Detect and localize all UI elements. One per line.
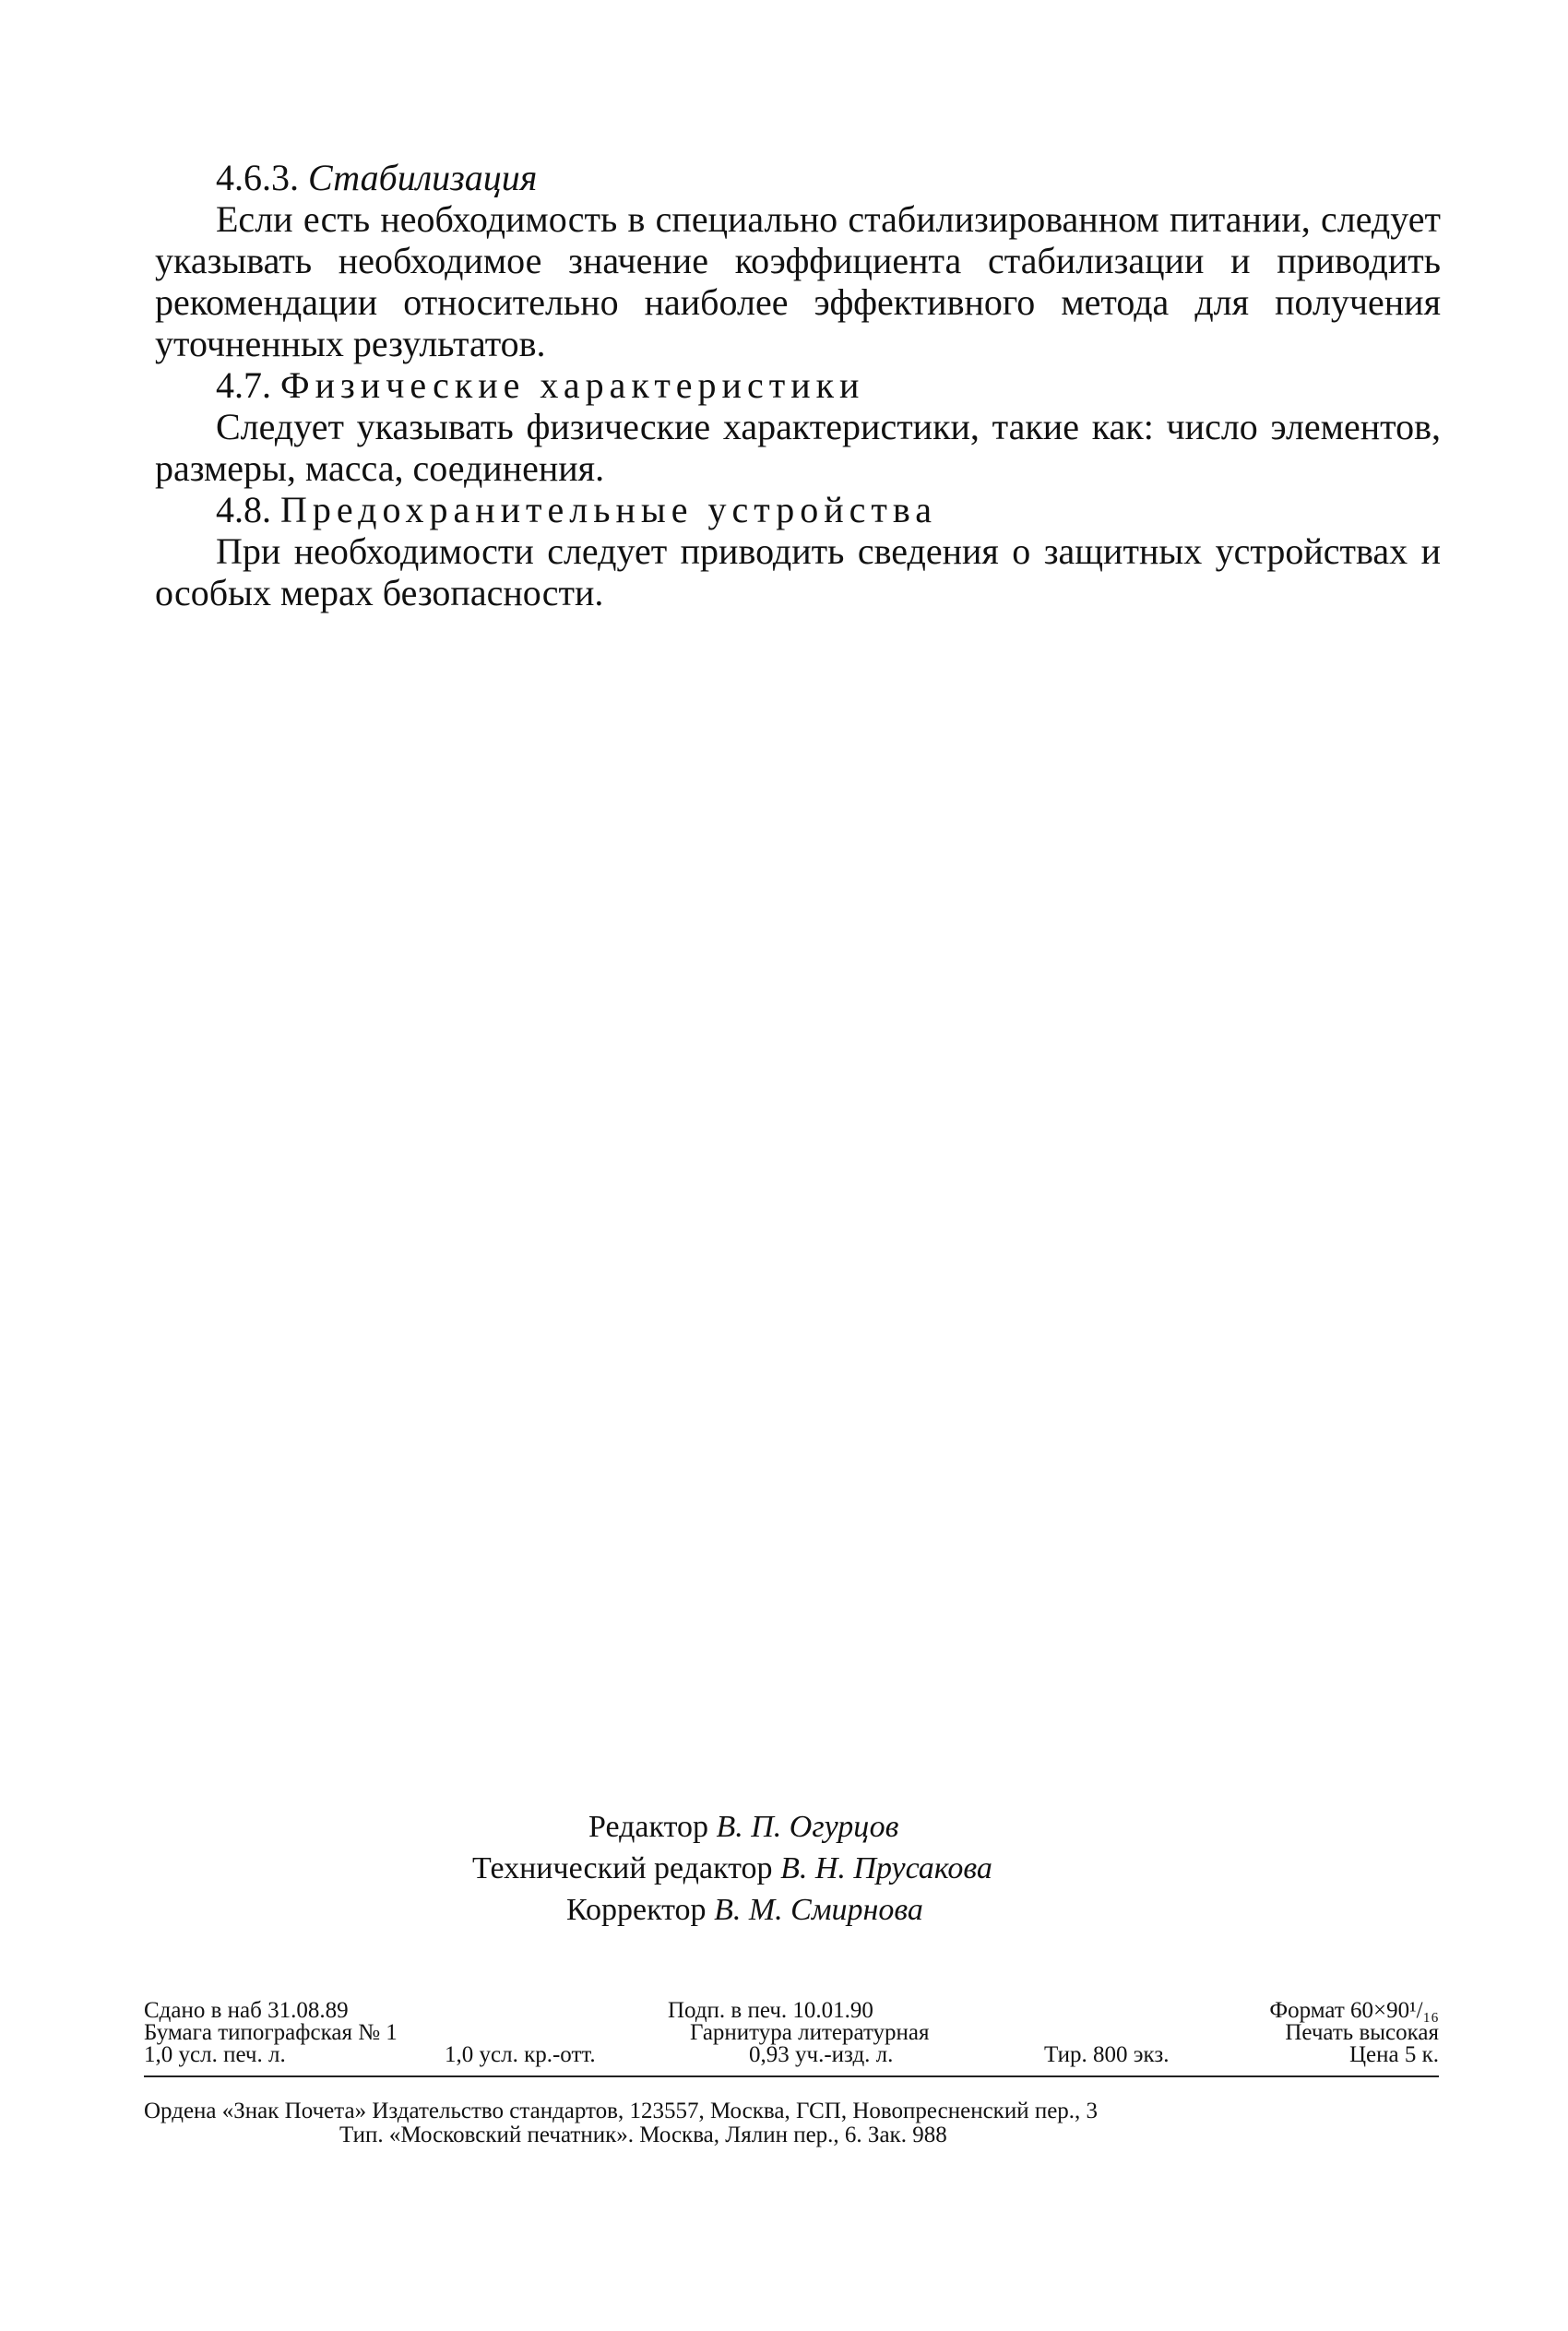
section-title: Физические характеристики xyxy=(280,364,865,406)
section-number: 4.7. xyxy=(216,364,271,406)
proofreader-credit xyxy=(566,1889,1568,1931)
section-4-7-heading xyxy=(155,364,1441,406)
section-4-6-3-paragraph: Если есть необходимость в специально стабилизированном питании, следует указывать необходимое значение коэффициента стабилизации и приводить рекомендации относительно наиболее эффективного метода для получения уточненных результатов. xyxy=(155,198,1441,364)
signed-date: Подп. в печ. 10.01.90 xyxy=(668,1998,873,2023)
divider-rule xyxy=(144,2075,1439,2077)
print-sheets: 1,0 усл. печ. л. xyxy=(144,2042,286,2067)
editor-name: В. П. Огурцов xyxy=(716,1810,899,1844)
imprint-row-1 xyxy=(144,2000,1439,2022)
format: Формат 60×90¹/₁₆ xyxy=(1269,1998,1439,2023)
print-run: Тир. 800 экз. xyxy=(1044,2042,1170,2067)
imprint-block xyxy=(144,2000,1439,2066)
publisher-block xyxy=(144,2099,1439,2147)
imprint-row-3 xyxy=(144,2044,1439,2066)
publisher-sheets: 0,93 уч.-изд. л. xyxy=(749,2042,894,2067)
section-title: Предохранительные устройства xyxy=(280,489,937,530)
paper-type: Бумага типографская № 1 xyxy=(144,2020,398,2045)
section-4-7-paragraph: Следует указывать физические характеристики, такие как: число элементов, размеры, масса, соединения. xyxy=(155,406,1441,489)
publisher-line-1: Ордена «Знак Почета» Издательство стандартов, 123557, Москва, ГСП, Новопресненский пер., 3 xyxy=(144,2099,1099,2123)
submitted-date: Сдано в наб 31.08.89 xyxy=(144,1998,349,2023)
section-4-8-paragraph: При необходимости следует приводить сведения о защитных устройствах и особых мерах безопасности. xyxy=(155,530,1441,613)
section-4-8-heading xyxy=(155,489,1441,530)
imprint-row-2 xyxy=(144,2022,1439,2044)
proofreader-name: В. М. Смирнова xyxy=(714,1893,923,1927)
section-title: Стабилизация xyxy=(308,157,538,198)
editor-label: Редактор xyxy=(588,1810,708,1844)
tech-editor-label: Технический редактор xyxy=(472,1851,773,1885)
editor-credit xyxy=(588,1806,1568,1848)
printing-method: Печать высокая xyxy=(1285,2020,1439,2045)
tech-editor-name: В. Н. Прусакова xyxy=(780,1851,992,1885)
main-text xyxy=(155,157,1441,613)
section-4-6-3-heading xyxy=(155,157,1441,198)
credits-block xyxy=(0,1806,1568,1931)
price: Цена 5 к. xyxy=(1348,2042,1439,2067)
typeface: Гарнитура литературная xyxy=(690,2020,930,2045)
proofreader-label: Корректор xyxy=(566,1893,707,1927)
color-prints: 1,0 усл. кр.-отт. xyxy=(445,2042,596,2067)
section-number: 4.6.3. xyxy=(216,157,299,198)
tech-editor-credit xyxy=(472,1848,1568,1889)
publisher-line-2: Тип. «Московский печатник». Москва, Лялин пер., 6. Зак. 988 xyxy=(339,2123,947,2147)
section-number: 4.8. xyxy=(216,489,271,530)
